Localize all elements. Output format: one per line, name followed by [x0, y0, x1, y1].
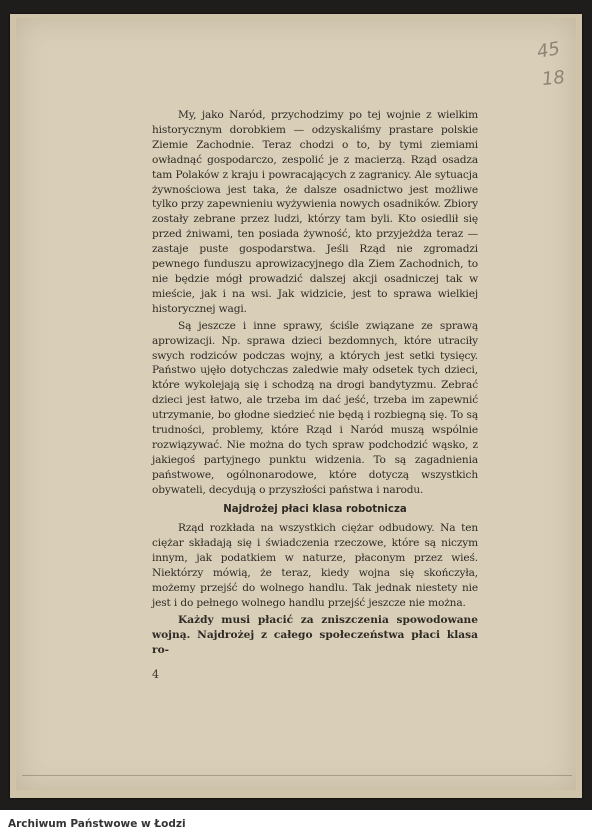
paragraph: Rząd rozkłada na wszystkich ciężar odbudowy. Na ten ciężar składają się i świadczenia rzeczowe, które są niczym innym, jak podatkiem w naturze, płaconym przez wieś. Niektórzy mówią, że teraz, kiedy wojna się skończyła, możemy przejść do wolnego handlu. Tak jednak niestety nie jest i do pełnego wolnego handlu przejść jeszcze nie można.: [152, 522, 478, 609]
page-fold-line: [22, 775, 572, 776]
section-heading: Najdrożej płaci klasa robotnicza: [223, 503, 407, 515]
paragraph: Są jeszcze i inne sprawy, ściśle związane ze sprawą aprowizacji. Np. sprawa dzieci bezdomnych, które utraciły swych rodziców podczas wojny, a których jest setki tysięcy. Państwo ujęło dotychczas zaledwie mały odsetek tych dzieci, które wykolejają się i schodzą na drogi bandytyzmu. Zebrać dzieci jest łatwo, ale trzeba im dać jeść, trzeba im zapewnić utrzymanie, bo głodne siedzieć nie będą i rozbiegną się. To są trudności, problemy, które Rząd i Naród muszą wspólnie rozwiązywać. Nie można do tych spraw podchodzić wąsko, z jakiegoś partyjnego punktu widzenia. To są zagadnienia państwowe, ogólnonarodowe, które dotyczą wszystkich obywateli, decydują o przyszłości państwa i narodu.: [152, 319, 478, 496]
page-number: 4: [152, 668, 159, 681]
margin-note-bottom: 18: [540, 66, 566, 91]
archive-footer: [0, 810, 592, 840]
bold-paragraph: Każdy musi płacić za zniszczenia spowodowane wojną. Najdrożej z całego społeczeństwa płaci klasa ro-: [152, 613, 478, 656]
paragraph: My, jako Naród, przychodzimy po tej wojnie z wielkim historycznym dorobkiem — odzyskaliśmy prastare polskie Ziemie Zachodnie. Teraz chodzi o to, by tymi ziemiami owładnąć gospodarczo, zespolić je z macierzą. Rząd osadza tam Polaków z kraju i powracających z zagranicy. Ale sytuacja żywnościowa jest taka, że dalsze osadnictwo jest możliwe tylko przy zapewnieniu wyżywienia nowych osadników. Zbiory zostały zebrane przez ludzi, którzy tam byli. Kto osiedlił się przed żniwami, ten posiada żywność, kto przyjeżdża teraz — zastaje puste gospodarstwa. Jeśli Rząd nie zgromadzi pewnego funduszu aprowizacyjnego dla Ziem Zachodnich, to nie będzie mógł prowadzić dalszej akcji osadniczej tak w mieście, jak i na wsi. Jak widzicie, jest to sprawa wielkiej historycznej wagi.: [152, 109, 478, 315]
archive-label: Archiwum Państwowe w Łodzi: [8, 818, 186, 830]
document-text: [152, 108, 478, 658]
margin-note-top: 45: [535, 38, 562, 63]
